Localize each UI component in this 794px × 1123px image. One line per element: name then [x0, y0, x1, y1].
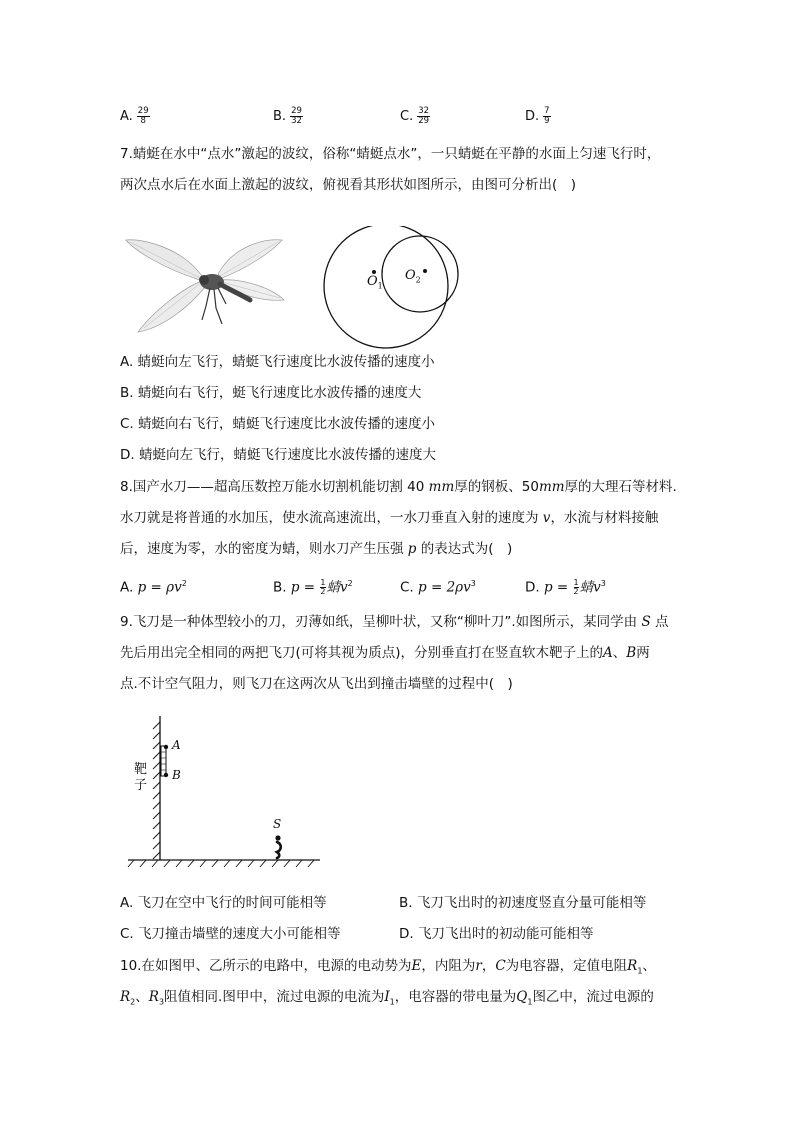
q6-option-label: B.	[273, 109, 287, 124]
fraction-numerator: 1	[573, 578, 579, 587]
q6-option-label: C.	[400, 109, 414, 124]
point-a-dot	[164, 745, 168, 749]
q8-option-label: B.	[273, 579, 291, 596]
q6-option-fraction	[417, 107, 430, 126]
formula-fraction	[574, 579, 579, 596]
q8-stem-line2: 水刀就是将普通的水加压，使水流高速流出，一水刀垂直入射的速度为 v，水流与材料接触	[120, 510, 659, 526]
dragonfly-image	[122, 228, 287, 338]
q8-stem-line3: 后，速度为零，水的密度为蜻，则水刀产生压强 p 的表达式为( )	[120, 541, 513, 557]
fraction-denominator: 29	[418, 115, 430, 126]
q10-stem-line2: $R_2$、$R_3$阻值相同.图甲中，流过电源的电流为$I_1$，电容器的带电量为$Q_1$图乙中，流过电源的	[120, 989, 654, 1007]
q7-option-b[interactable]: B. 蜻蜓向右飞行，蜓飞行速度比水波传播的速度大	[120, 385, 422, 401]
formula-rhs: ρv	[166, 579, 182, 596]
formula-exponent: 2	[347, 579, 353, 588]
formula-lhs: p	[418, 579, 427, 596]
ground-hatching	[128, 860, 314, 867]
formula-rhs: 2ρv	[446, 579, 471, 596]
q7-option-a[interactable]: A. 蜻蜓向左飞行，蜻蜓飞行速度比水波传播的速度小	[120, 354, 435, 370]
q6-option-b[interactable]	[273, 106, 303, 127]
q9-stem-line2: 先后用出完全相同的两把飞刀(可将其视为质点)，分别垂直打在竖直软木靶子上的A、B两	[120, 645, 650, 661]
fraction-numerator: 7	[544, 105, 550, 116]
q6-option-label: A.	[120, 109, 133, 124]
q6-option-label: D.	[525, 109, 540, 124]
q9-option-d[interactable]: D. 飞刀飞出时的初动能可能相等	[399, 926, 594, 942]
q6-option-a[interactable]	[120, 106, 150, 127]
q7-stem-line2: 两次点水后在水面上激起的波纹，俯视看其形状如图所示，由图可分析出( )	[120, 177, 577, 193]
fraction-denominator: 8	[140, 115, 146, 126]
formula-lhs: p	[290, 579, 300, 596]
q9-stem-line3: 点.不计空气阻力，则飞刀在这两次从飞出到撞击墙壁的过程中( )	[120, 676, 513, 692]
q6-options-row	[120, 106, 620, 126]
formula-equals: =	[552, 579, 573, 596]
formula-lhs: p	[137, 579, 147, 596]
wall-hatching	[153, 722, 160, 859]
label-a: A	[172, 738, 181, 752]
q9-option-a[interactable]: A. 飞刀在空中飞行的时间可能相等	[120, 895, 327, 911]
label-s: S	[273, 817, 282, 831]
formula-fraction	[320, 579, 325, 596]
o1-label: $O_1$	[367, 274, 383, 291]
target-label-char1: 靶	[134, 762, 148, 777]
q8-options-row	[120, 574, 640, 594]
q8-option-label: A.	[120, 579, 138, 596]
q8-option-c[interactable]	[400, 574, 476, 598]
q8-option-b[interactable]	[273, 574, 353, 598]
person-figure	[275, 835, 280, 858]
q6-option-c[interactable]	[400, 106, 430, 127]
q9-option-b[interactable]: B. 飞刀飞出时的初速度竖直分量可能相等	[399, 895, 647, 911]
q9-stem-line1: 9.飞刀是一种体型较小的刀，刃薄如纸，呈柳叶状，又称“柳叶刀”.如图所示，某同学由 S 点	[120, 614, 669, 630]
q9-option-c[interactable]: C. 飞刀撞击墙壁的速度大小可能相等	[120, 926, 341, 942]
formula-equals: =	[146, 579, 167, 596]
fraction-numerator: 32	[418, 105, 430, 116]
fraction-numerator: 1	[320, 578, 326, 587]
q6-option-fraction	[543, 107, 550, 126]
fraction-denominator: 9	[544, 115, 550, 126]
q8-option-a[interactable]	[120, 574, 187, 598]
fraction-numerator: 29	[137, 105, 149, 116]
q8-option-label: C.	[400, 579, 419, 596]
q8-option-label: D.	[525, 579, 544, 596]
o2-dot	[423, 269, 427, 273]
fraction-denominator: 32	[291, 115, 302, 126]
q7-option-c[interactable]: C. 蜻蜓向右飞行，蜻蜓飞行速度比水波传播的速度小	[120, 416, 436, 432]
formula-exponent: 2	[181, 579, 187, 588]
large-ripple-circle	[324, 226, 448, 348]
knife-target-diagram	[120, 712, 330, 877]
o2-label: $O_2$	[405, 268, 421, 285]
fraction-denominator: 2	[573, 587, 579, 596]
fraction-denominator: 2	[320, 587, 326, 596]
formula-exponent: 3	[470, 579, 476, 588]
q8-stem-line1: 8.国产水刀——超高压数控万能水切割机能切割 40 mm厚的钢板、50mm厚的大理石等材料.	[120, 479, 677, 495]
q6-option-d[interactable]	[525, 106, 551, 127]
q6-option-fraction	[137, 107, 150, 126]
formula-equals: =	[426, 579, 447, 596]
formula-lhs: p	[543, 579, 553, 596]
q8-option-d[interactable]	[525, 574, 606, 598]
target-label-char2: 子	[134, 778, 148, 793]
q6-option-fraction	[290, 107, 303, 126]
q7-option-d[interactable]: D. 蜻蜓向左飞行，蜻蜓飞行速度比水波传播的速度大	[120, 447, 436, 463]
target-board	[161, 746, 166, 776]
formula-equals: =	[299, 579, 320, 596]
formula-rhs: 蜻v	[579, 579, 601, 596]
label-b: B	[172, 768, 181, 782]
point-b-dot	[164, 773, 168, 777]
fraction-numerator: 29	[291, 105, 302, 116]
q10-stem-line1: 10.在如图甲、乙所示的电路中，电源的电动势为E，内阻为r，C为电容器，定值电阻$R_1$、	[120, 958, 656, 976]
formula-rhs: 蜻v	[326, 579, 348, 596]
q7-stem-line1: 7.蜻蜓在水中“点水”激起的波纹，俗称“蜻蜓点水”，一只蜻蜓在平静的水面上匀速飞行时，	[120, 146, 661, 162]
formula-exponent: 3	[600, 579, 606, 588]
